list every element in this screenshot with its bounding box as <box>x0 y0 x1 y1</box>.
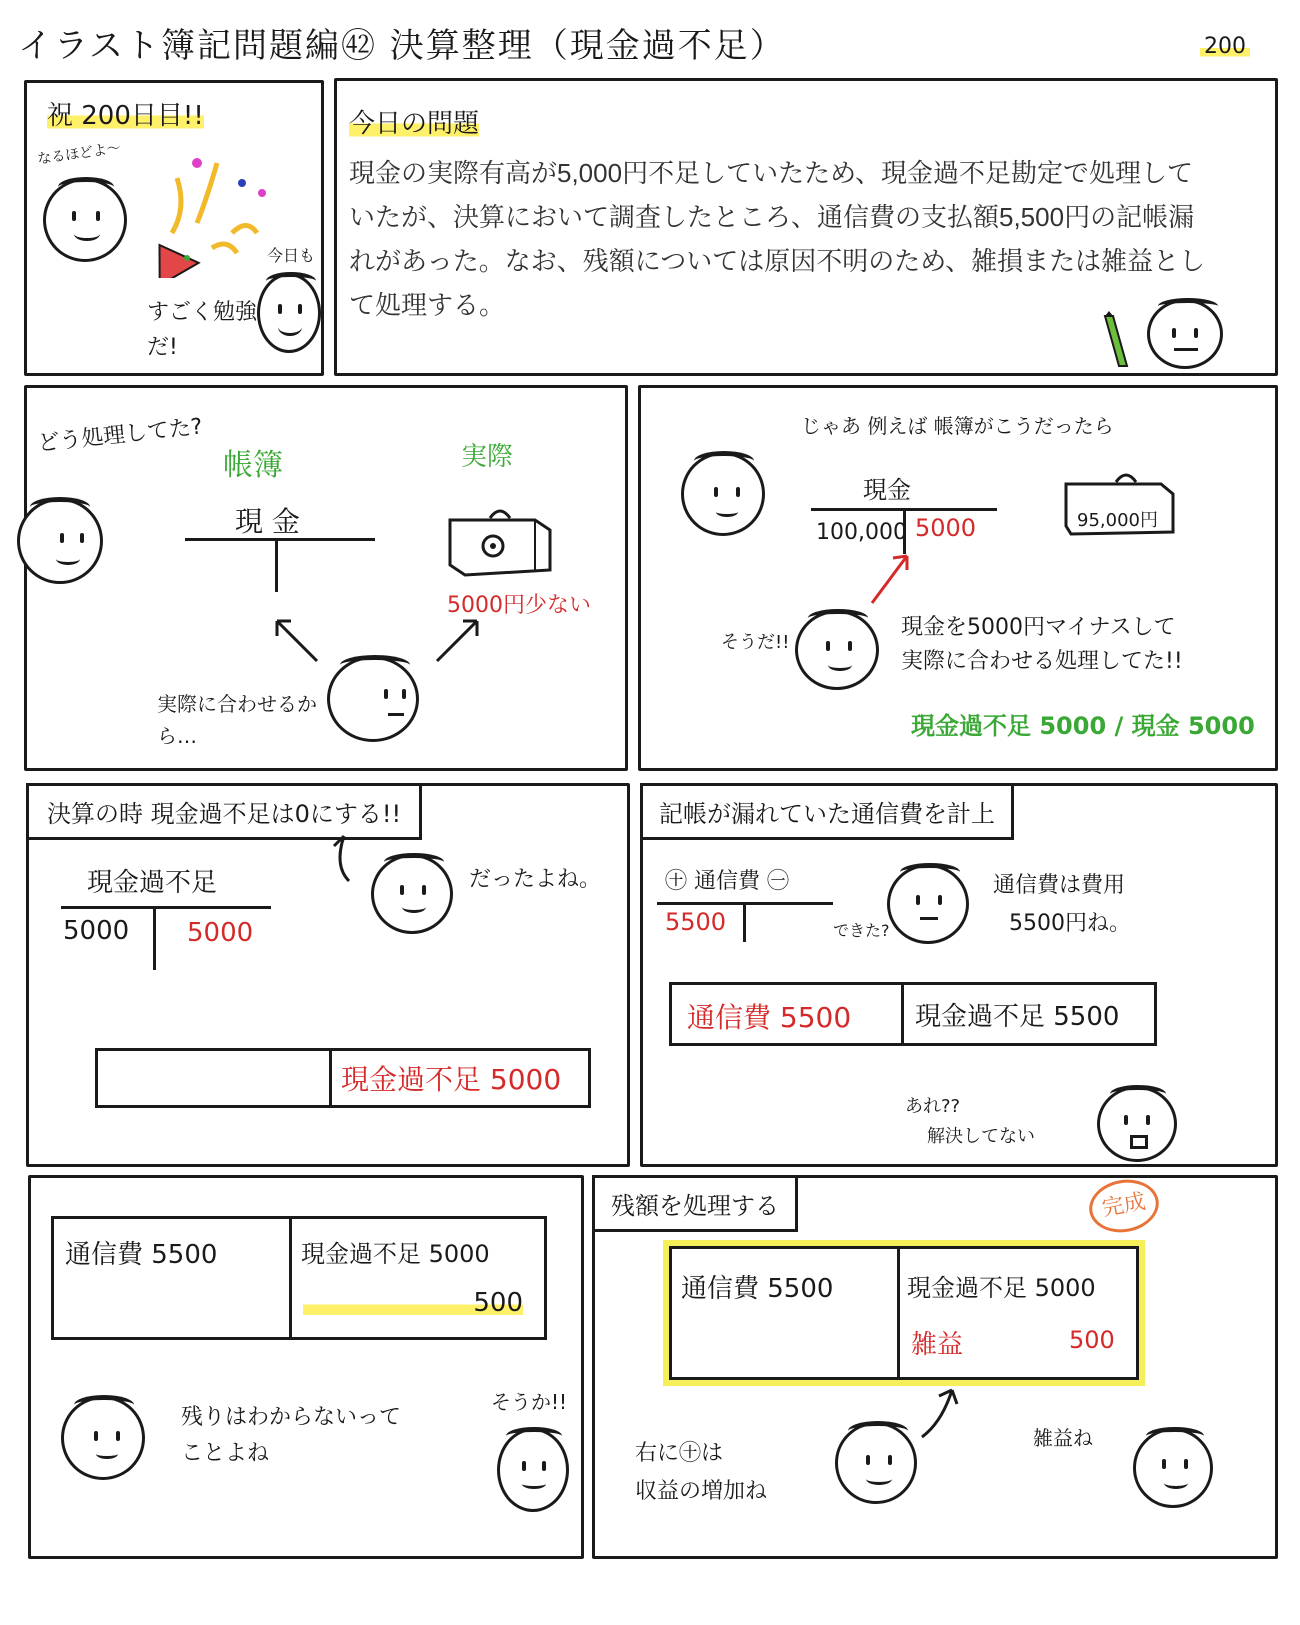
explain-text: 実際に合わせる処理してた!! <box>901 649 1183 674</box>
t-account-line <box>743 902 746 942</box>
caption-text: 実際に合わせるから… <box>157 692 317 748</box>
note-text: 通信費は費用 <box>993 873 1126 898</box>
character-face <box>257 273 321 353</box>
journal-debit: 通信費 5500 <box>65 1240 218 1270</box>
character-face <box>497 1428 569 1512</box>
arrow-icon <box>329 826 369 886</box>
example-intro: じゃあ 例えば 帳簿がこうだったら <box>801 414 1114 438</box>
complete-stamp: 完成 <box>1085 1174 1163 1237</box>
arrow-icon <box>867 548 917 608</box>
journal-credit-remaining: 500 <box>303 1288 523 1318</box>
pencil-icon <box>1097 311 1137 371</box>
celebration-caption: すごく勉強だ! <box>147 300 258 361</box>
t-account-debit: 5500 <box>665 908 727 936</box>
problem-text: 現金の実際有高が5,000円不足していたため、現金過不足勘定で処理していたが、決算において調査したところ、通信費の支払額5,500円の記帳漏れがあった。なお、残額については原因不明のため、雑損または雑益として処理する。 <box>349 158 1206 320</box>
t-account-line <box>61 906 271 909</box>
page-title: イラスト簿記問題編㊷ 決算整理（現金過不足） <box>18 26 786 66</box>
settlement-heading: 決算の時 現金過不足は0にする!! <box>26 783 422 840</box>
character-face <box>887 864 969 944</box>
t-account-credit: 5000 <box>187 918 254 948</box>
party-popper-icon <box>137 138 277 278</box>
journal-divider <box>289 1216 292 1340</box>
t-account-title: 現 金 <box>235 505 300 538</box>
character-face <box>17 498 103 584</box>
panel-settlement <box>26 783 630 1167</box>
problem-heading: 今日の問題 <box>349 103 479 140</box>
journal-box <box>669 1246 1139 1380</box>
celebration-heading: 祝 200日目!! <box>47 95 204 132</box>
journal-debit: 通信費 5500 <box>687 1001 852 1034</box>
safe-box-icon <box>1061 464 1181 544</box>
communication-heading: 記帳が漏れていた通信費を計上 <box>640 783 1014 840</box>
question-text: どう処理してた? <box>36 414 204 457</box>
celebration-sub1: なるほどよ～ <box>36 140 122 168</box>
souka-text: そうか!! <box>491 1390 568 1414</box>
character-face <box>43 178 127 262</box>
character-face <box>371 854 453 934</box>
journal-credit-label: 雑益 <box>911 1330 964 1360</box>
celebration-sub2: 今日も <box>267 246 316 265</box>
character-face <box>1133 1428 1213 1508</box>
panel-how-processed <box>24 385 628 771</box>
page-number: 200 <box>1200 34 1250 59</box>
journal-credit: 現金過不足 5500 <box>915 1002 1120 1032</box>
panel-example <box>638 385 1278 771</box>
dekita-text: できた? <box>833 921 890 940</box>
panel-final <box>592 1175 1278 1559</box>
label-book: 帳簿 <box>223 448 283 483</box>
t-account-line <box>185 538 375 541</box>
t-account-debit: 5000 <box>63 916 130 946</box>
zatsueki-text: 雑益ね <box>1033 1426 1093 1450</box>
character-face <box>327 656 419 742</box>
t-account-line <box>275 538 278 592</box>
explain-text: 現金を5000円マイナスして <box>901 615 1176 640</box>
journal-divider <box>329 1048 332 1108</box>
journal-divider <box>901 982 904 1046</box>
journal-credit: 現金過不足 5000 <box>301 1240 490 1268</box>
journal-entry: 現金過不足 5000 / 現金 5000 <box>911 712 1255 740</box>
dattayone-text: だったよね。 <box>469 867 602 892</box>
box-amount: 95,000円 <box>1077 510 1158 531</box>
note-text: 5500円ね。 <box>1009 911 1131 936</box>
souda-text: そうだ!! <box>721 632 790 653</box>
t-account-credit: 5000 <box>915 514 977 542</box>
arrow-icon <box>267 616 327 666</box>
t-account-title: 現金 <box>863 476 911 504</box>
t-account-title: ㊉ 通信費 ㊀ <box>665 869 789 894</box>
journal-credit-value: 500 <box>1069 1326 1115 1354</box>
label-actual: 実際 <box>461 442 514 472</box>
t-account-debit: 100,000 <box>816 520 907 545</box>
arrow-icon <box>917 1382 967 1442</box>
character-face <box>795 610 879 690</box>
final-text: 右に㊉は <box>635 1441 724 1466</box>
final-heading: 残額を処理する <box>592 1175 798 1232</box>
panel-communication <box>640 783 1278 1167</box>
journal-debit: 通信費 5500 <box>681 1274 834 1304</box>
panel-problem <box>334 78 1278 376</box>
safe-box-icon <box>445 500 555 580</box>
are-text: あれ?? <box>905 1096 961 1117</box>
character-face <box>61 1396 145 1480</box>
character-face <box>1097 1086 1177 1162</box>
t-account-title: 現金過不足 <box>87 868 218 898</box>
journal-credit: 現金過不足 5000 <box>341 1063 562 1096</box>
t-account-line <box>153 906 156 970</box>
character-face <box>1147 299 1223 369</box>
journal-divider <box>897 1246 900 1380</box>
character-face <box>835 1422 917 1504</box>
remaining-text: ことよね <box>181 1441 270 1466</box>
are-text: 解決してない <box>927 1126 1035 1147</box>
final-text: 収益の増加ね <box>635 1479 768 1504</box>
short-amount: 5000円少ない <box>447 593 591 618</box>
arrow-icon <box>427 616 487 666</box>
character-face <box>681 452 765 536</box>
journal-credit: 現金過不足 5000 <box>907 1274 1096 1302</box>
remaining-text: 残りはわからないって <box>181 1405 402 1430</box>
panel-celebration <box>24 80 324 376</box>
panel-remaining <box>28 1175 584 1559</box>
